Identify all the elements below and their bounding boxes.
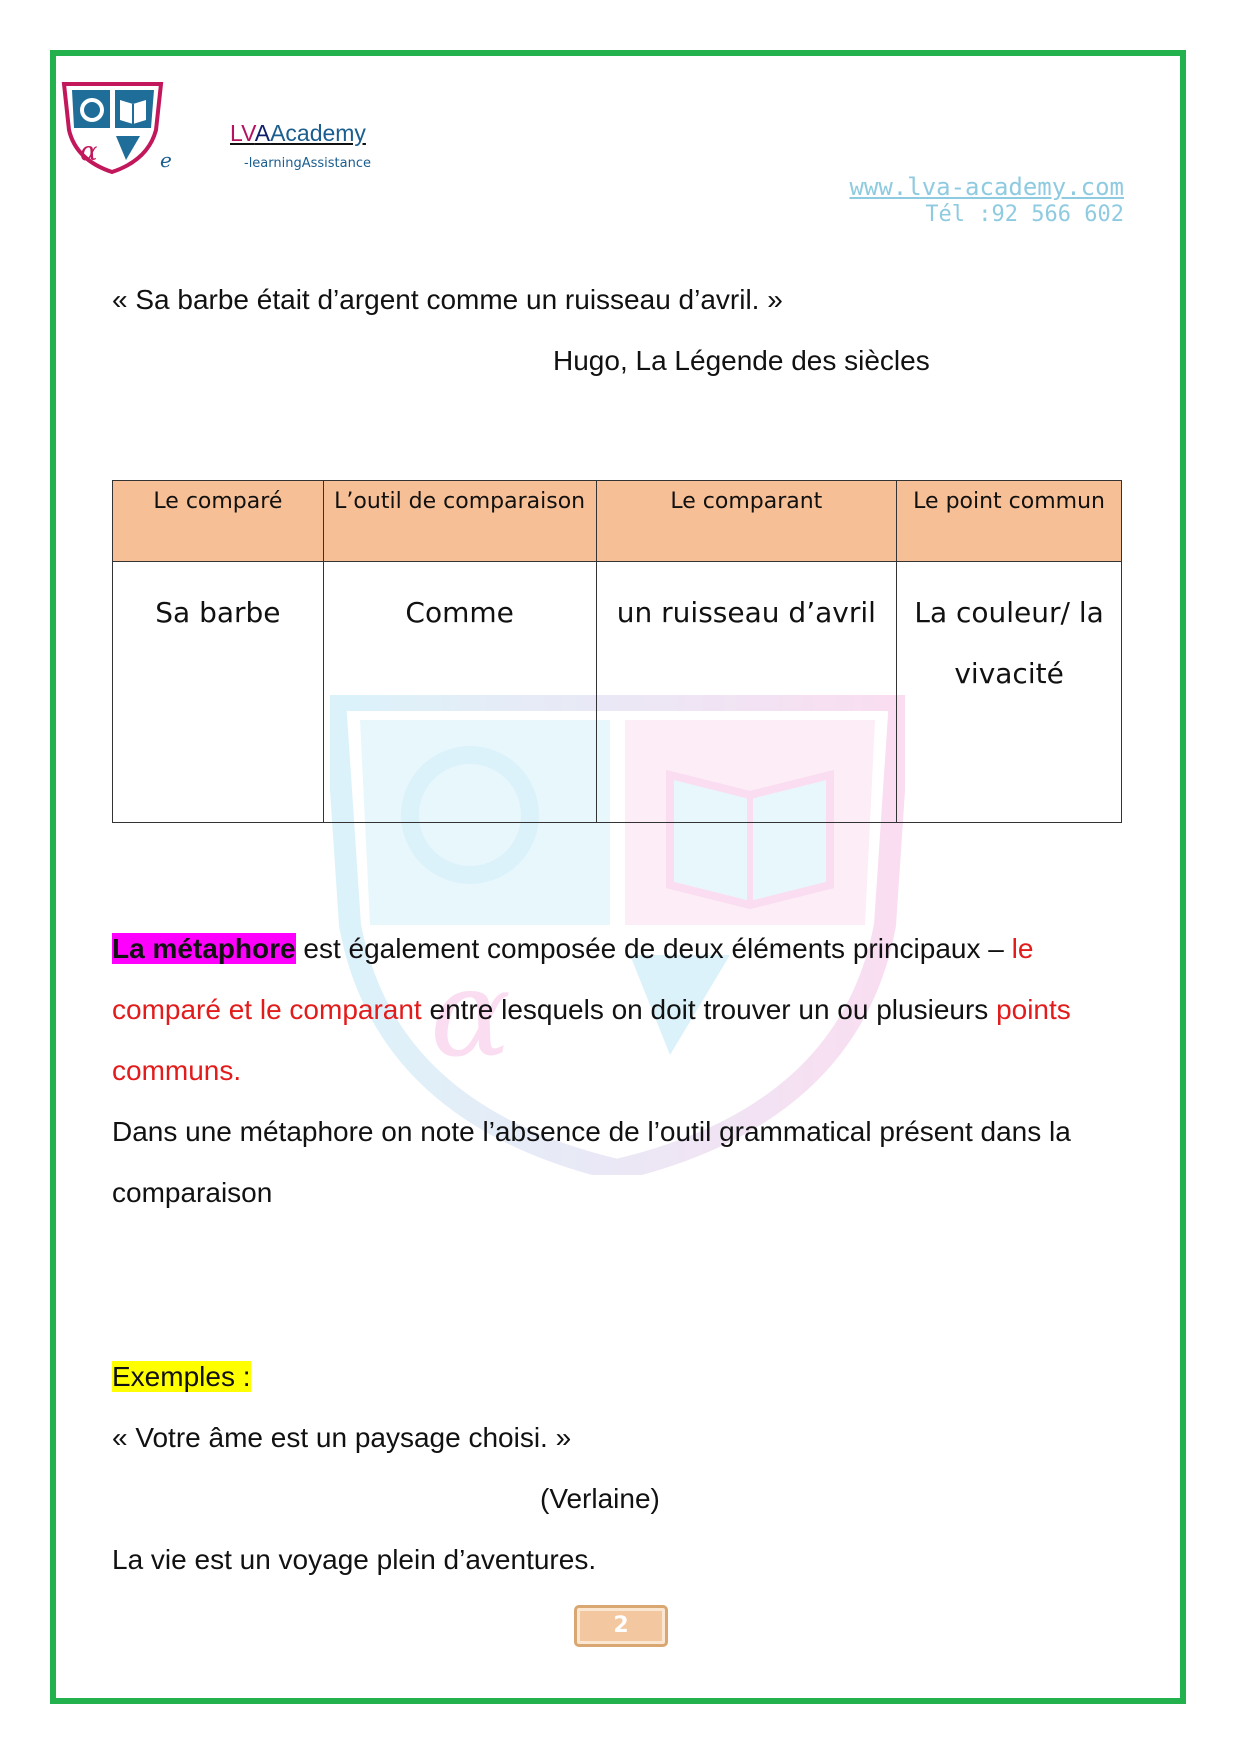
table-cell: Sa barbe [113,562,324,823]
table-header-row [113,481,1122,562]
quote-text: « Sa barbe était d’argent comme un ruisseau d’avril. » [112,284,783,315]
definition-note: Dans une métaphore on note l’absence de l’outil grammatical présent dans la comparaison [112,1116,1071,1208]
brand-lv: LV [230,120,255,146]
page-number: 2 [574,1605,668,1647]
definition-text-2: entre lesquels on doit trouver un ou plusieurs [421,994,997,1025]
table-header: L’outil de comparaison [323,481,596,562]
table-cell: La couleur/ la vivacité [897,562,1122,823]
definition-paragraph [112,918,1112,1101]
lva-shield-logo-icon [60,80,165,175]
svg-text:α: α [80,137,98,167]
comparison-table [112,480,1122,823]
table-cell: un ruisseau d’avril [596,562,897,823]
term-highlight: La métaphore [112,933,296,964]
example-2: La vie est un voyage plein d’aventures. [112,1544,597,1575]
brand-name[interactable] [230,120,366,147]
table-row [113,562,1122,823]
table-cell: Comme [323,562,596,823]
quote-source: Hugo, La Légende des siècles [553,345,930,376]
website-link[interactable]: www.lva-academy.com [849,173,1124,201]
svg-text:α: α [430,945,512,1084]
logo-e-letter: e [160,148,172,172]
table-header: Le point commun [897,481,1122,562]
table-header: Le comparé [113,481,324,562]
brand-academy: Academy [270,120,366,146]
table-header: Le comparant [596,481,897,562]
definition-text-1: est également composée de deux éléments principaux – [295,933,1012,964]
phone-number: Tél :92 566 602 [925,202,1124,227]
definition-red-2: points communs. [112,994,1071,1086]
definition-red-1: le comparé et le comparant [112,933,1034,1025]
examples-highlight: Exemples : [112,1361,251,1392]
brand-tagline: -learningAssistance [244,156,371,171]
examples-heading [112,1361,251,1393]
brand-va: A [254,120,271,146]
example-1-source: (Verlaine) [540,1483,660,1514]
example-1: « Votre âme est un paysage choisi. » [112,1422,572,1453]
